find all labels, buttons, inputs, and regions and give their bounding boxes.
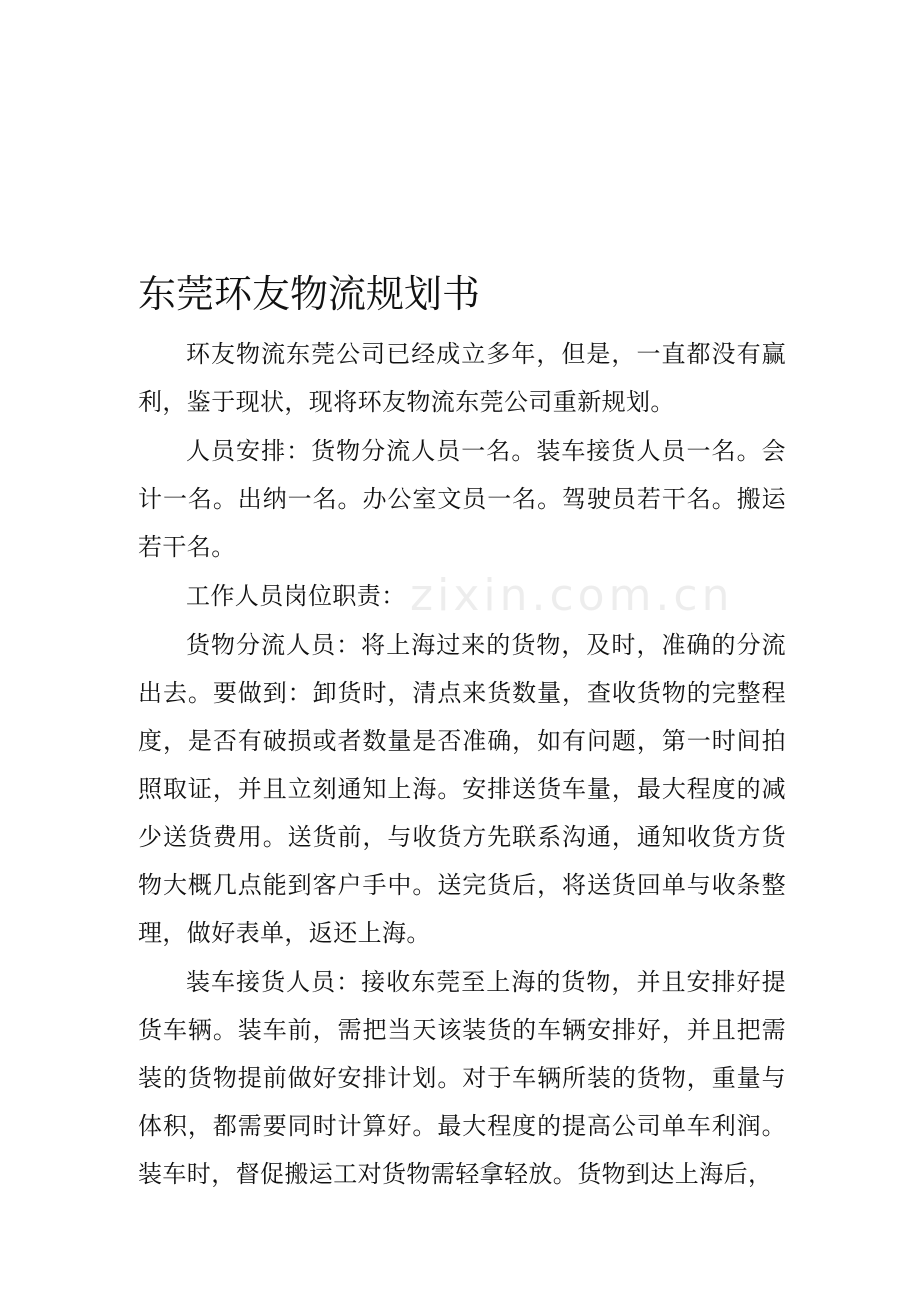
paragraph-sorting-staff: 货物分流人员：将上海过来的货物，及时，准确的分流出去。要做到：卸货时，清点来货数量，查收货物的完整程度，是否有破损或者数量是否准确，如有问题，第一时间拍照取证，并且立刻通知上海。安排送货车量，最大程度的减少送货费用。送货前，与收货方先联系沟通，通知收货方货物大概几点能到客户手中。送完货后，将送货回单与收条整理，做好表单，返还上海。 [138,631,786,947]
paragraph-duties-heading: 工作人员岗位职责： [186,582,406,610]
paragraph-staffing: 人员安排：货物分流人员一名。装车接货人员一名。会计一名。出纳一名。办公室文员一名。驾驶员若干名。搬运若干名。 [138,437,786,561]
watermark: zixin.com.cn [410,570,734,621]
paragraph-intro: 环友物流东莞公司已经成立多年，但是，一直都没有赢利，鉴于现状，现将环友物流东莞公司重新规划。 [138,340,786,416]
paragraph-loading-staff: 装车接货人员：接收东莞至上海的货物，并且安排好提货车辆。装车前，需把当天该装货的车辆安排好，并且把需装的货物提前做好安排计划。对于车辆所装的货物，重量与体积，都需要同时计算好。最大程度的提高公司单车利润。装车时，督促搬运工对货物需轻拿轻放。货物到达上海后， [138,968,786,1188]
document-title: 东莞环友物流规划书 [138,272,481,316]
document-body [138,330,786,1199]
